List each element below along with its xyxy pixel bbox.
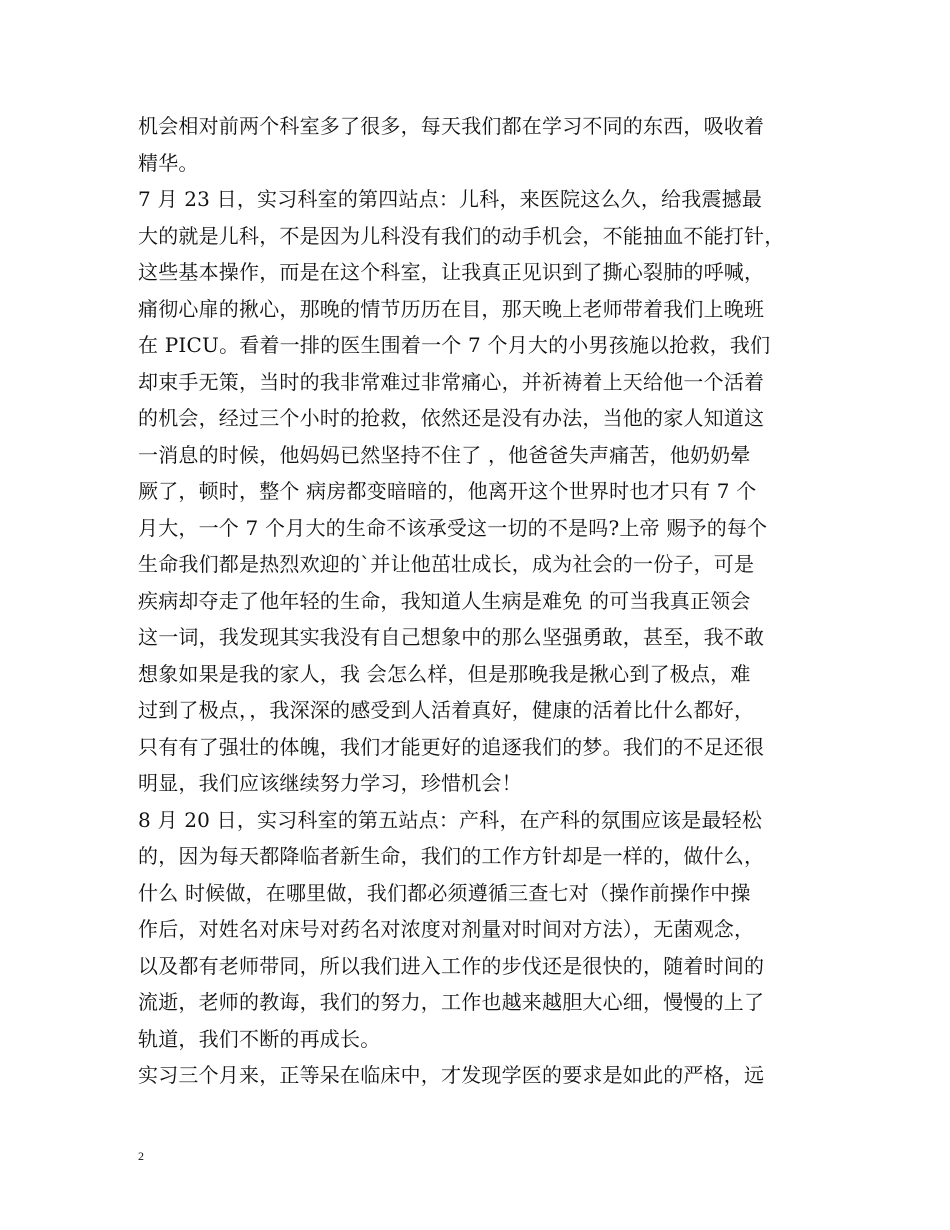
text-line: 的，因为每天都降临者新生命，我们的工作方针却是一样的，做什么， [138,844,765,868]
text-line: 流逝，老师的教诲，我们的努力，工作也越来越胆大心细，慢慢的上了 [138,990,765,1014]
text-line: 作后，对姓名对床号对药名对浓度对剂量对时间对方法），无菌观念， [138,917,755,941]
text-line: 实习三个月来，正等呆在临床中，才发现学医的要求是如此的严格，远 [138,1063,765,1087]
text-line: 过到了极点，，我深深的感受到人活着真好，健康的活着比什么都好， [138,698,755,722]
text-line: 生命我们都是热烈欢迎的`并让他茁壮成长，成为社会的一份子，可是 [138,552,755,576]
text-line: 一消息的时候，他妈妈已然坚持不住了 ，他爸爸失声痛苦，他奶奶晕 [138,442,751,467]
text-line: 疾病却夺走了他年轻的生命，我知道人生病是难免 的可当我真正领会 [138,588,751,613]
text-line: 大的就是儿科，不是因为儿科没有我们的动手机会，不能抽血不能打针， [138,223,785,248]
text-line: 却束手无策，当时的我非常难过非常痛心，并祈祷着上天给他一个活着 [138,369,765,394]
text-line: 7 月 23 日，实习科室的第四站点：儿科，来医院这么久，给我震撼最 [138,187,763,211]
page-number: 2 [138,1149,144,1163]
text-line: 只有有了强壮的体魄，我们才能更好的追逐我们的梦。我们的不足还很 [138,734,765,759]
body-text [138,108,818,1094]
text-line: 以及都有老师带同，所以我们进入工作的步伐还是很快的，随着时间的 [138,953,765,978]
text-line: 这些基本操作，而是在这个科室，让我真正见识到了撕心裂肺的呼喊， [138,260,765,284]
text-line: 的机会，经过三个小时的抢救，依然还是没有办法，当他的家人知道这 [138,406,765,430]
text-line: 轨道，我们不断的再成长。 [138,1026,381,1051]
text-line: 月大，一个 7 个月大的生命不该承受这一切的不是吗?上帝 赐予的每个 [138,515,768,540]
text-line: 什么 时候做，在哪里做，我们都必须遵循三查七对（操作前操作中操 [138,880,751,905]
text-line: 明显，我们应该继续努力学习，珍惜机会！ [138,771,522,795]
text-line: 这一词，我发现其实我没有自己想象中的那么坚强勇敢，甚至，我不敢 [138,625,765,649]
text-line: 痛彻心扉的揪心，那晚的情节历历在目，那天晚上老师带着我们上晚班 [138,296,765,321]
text-line: 厥了，顿时，整个 病房都变暗暗的，他离开这个世界时也才只有 7 个 [138,479,757,503]
text-line: 在 PICU。看着一排的医生围着一个 7 个月大的小男孩施以抢救，我们 [138,333,771,357]
text-line: 8 月 20 日，实习科室的第五站点：产科，在产科的氛围应该是最轻松 [138,807,763,832]
text-line: 精华。 [138,150,199,175]
text-line: 想象如果是我的家人，我 会怎么样，但是那晚我是揪心到了极点，难 [138,661,751,686]
text-line: 机会相对前两个科室多了很多，每天我们都在学习不同的东西，吸收着 [138,114,765,138]
